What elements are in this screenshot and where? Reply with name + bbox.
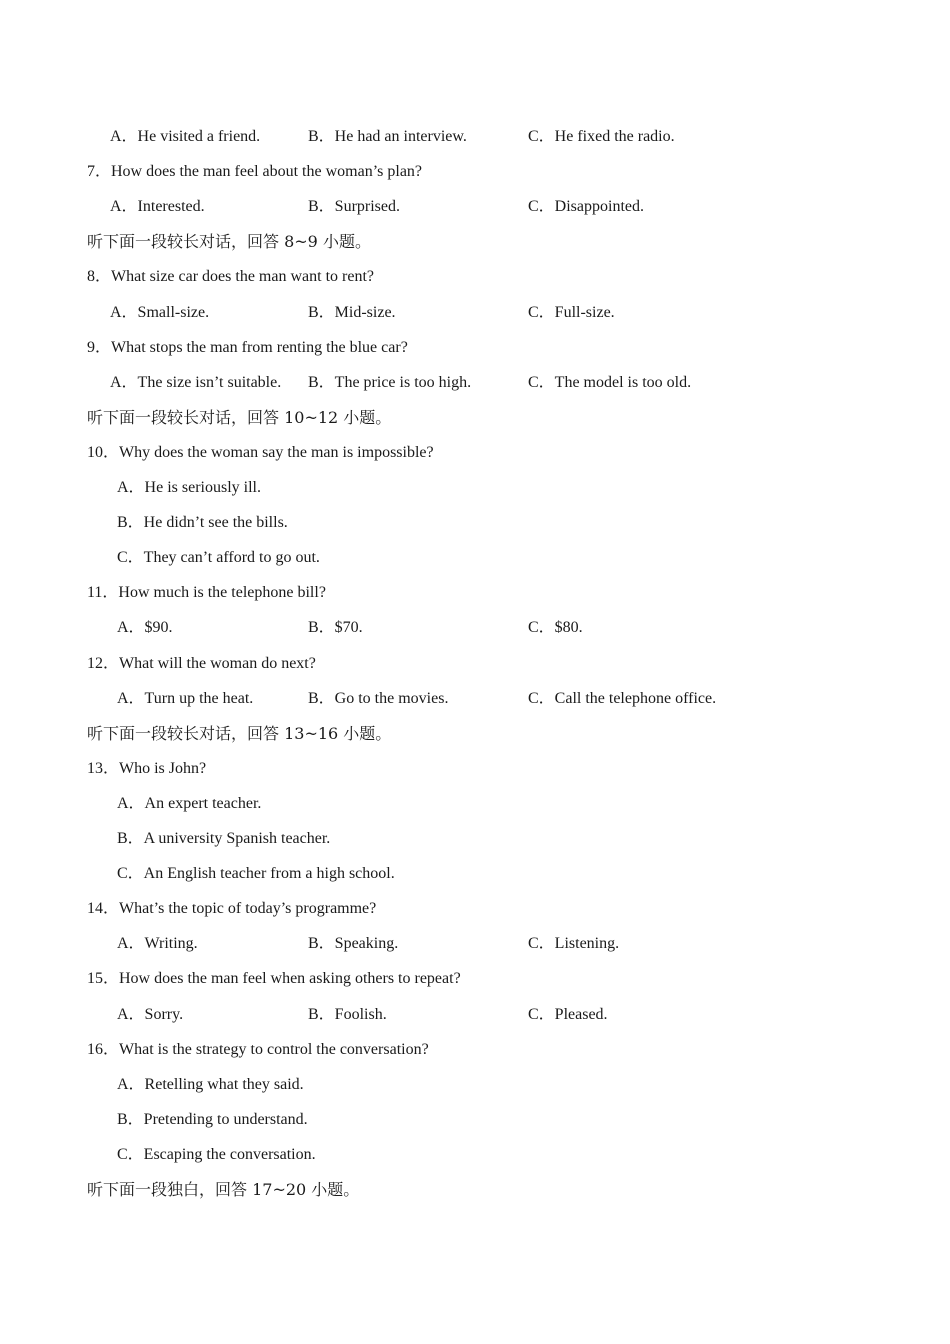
answer-option: A．Small-size. bbox=[110, 304, 210, 321]
answer-option: C．Disappointed. bbox=[528, 198, 644, 215]
answer-option: A．The size isn’t suitable. bbox=[110, 374, 282, 391]
answer-option: B．$70. bbox=[308, 619, 363, 636]
answer-option: A．Sorry. bbox=[117, 1006, 184, 1023]
question-text: 9．What stops the man from renting the blue car? bbox=[87, 339, 408, 356]
answer-option: B．Speaking. bbox=[308, 935, 399, 952]
question-text: 15．How does the man feel when asking others to repeat? bbox=[87, 970, 461, 987]
answer-option: C．An English teacher from a high school. bbox=[117, 865, 395, 882]
question-text: 7．How does the man feel about the woman’s plan? bbox=[87, 163, 423, 180]
answer-option: B．Go to the movies. bbox=[308, 690, 449, 707]
section-instruction: 听下面一段较长对话，回答 13~16 小题。 bbox=[87, 724, 392, 743]
answer-option: C．They can’t afford to go out. bbox=[117, 549, 320, 566]
question-text: 10．Why does the woman say the man is impossible? bbox=[87, 444, 434, 461]
answer-option: B．A university Spanish teacher. bbox=[117, 830, 331, 847]
question-text: 8．What size car does the man want to rent? bbox=[87, 268, 375, 285]
question-text: 11．How much is the telephone bill? bbox=[87, 584, 326, 601]
answer-option: C．Listening. bbox=[528, 935, 620, 952]
question-text: 12．What will the woman do next? bbox=[87, 655, 316, 672]
answer-option: A．Turn up the heat. bbox=[117, 690, 254, 707]
answer-option: A．Interested. bbox=[110, 198, 205, 215]
answer-option: C．Call the telephone office. bbox=[528, 690, 717, 707]
answer-option: A．An expert teacher. bbox=[117, 795, 262, 812]
answer-option: B．Surprised. bbox=[308, 198, 401, 215]
answer-option: B．Pretending to understand. bbox=[117, 1111, 308, 1128]
section-instruction: 听下面一段较长对话，回答 8~9 小题。 bbox=[87, 232, 371, 251]
section-instruction: 听下面一段较长对话，回答 10~12 小题。 bbox=[87, 408, 392, 427]
answer-option: B．He had an interview. bbox=[308, 128, 467, 145]
question-text: 14．What’s the topic of today’s programme? bbox=[87, 900, 377, 917]
answer-option: B．Foolish. bbox=[308, 1006, 387, 1023]
answer-option: A．$90. bbox=[117, 619, 173, 636]
answer-option: B．The price is too high. bbox=[308, 374, 472, 391]
answer-option: A．Retelling what they said. bbox=[117, 1076, 304, 1093]
section-instruction: 听下面一段独白，回答 17~20 小题。 bbox=[87, 1180, 360, 1199]
question-text: 16．What is the strategy to control the conversation? bbox=[87, 1041, 429, 1058]
answer-option: C．$80. bbox=[528, 619, 583, 636]
answer-option: C．The model is too old. bbox=[528, 374, 692, 391]
answer-option: B．He didn’t see the bills. bbox=[117, 514, 288, 531]
answer-option: A．He is seriously ill. bbox=[117, 479, 261, 496]
answer-option: C．Pleased. bbox=[528, 1006, 608, 1023]
answer-option: C．He fixed the radio. bbox=[528, 128, 675, 145]
question-text: 13．Who is John? bbox=[87, 760, 207, 777]
answer-option: C．Full-size. bbox=[528, 304, 615, 321]
answer-option: C．Escaping the conversation. bbox=[117, 1146, 316, 1163]
answer-option: B．Mid-size. bbox=[308, 304, 396, 321]
answer-option: A．Writing. bbox=[117, 935, 198, 952]
answer-option: A．He visited a friend. bbox=[110, 128, 261, 145]
